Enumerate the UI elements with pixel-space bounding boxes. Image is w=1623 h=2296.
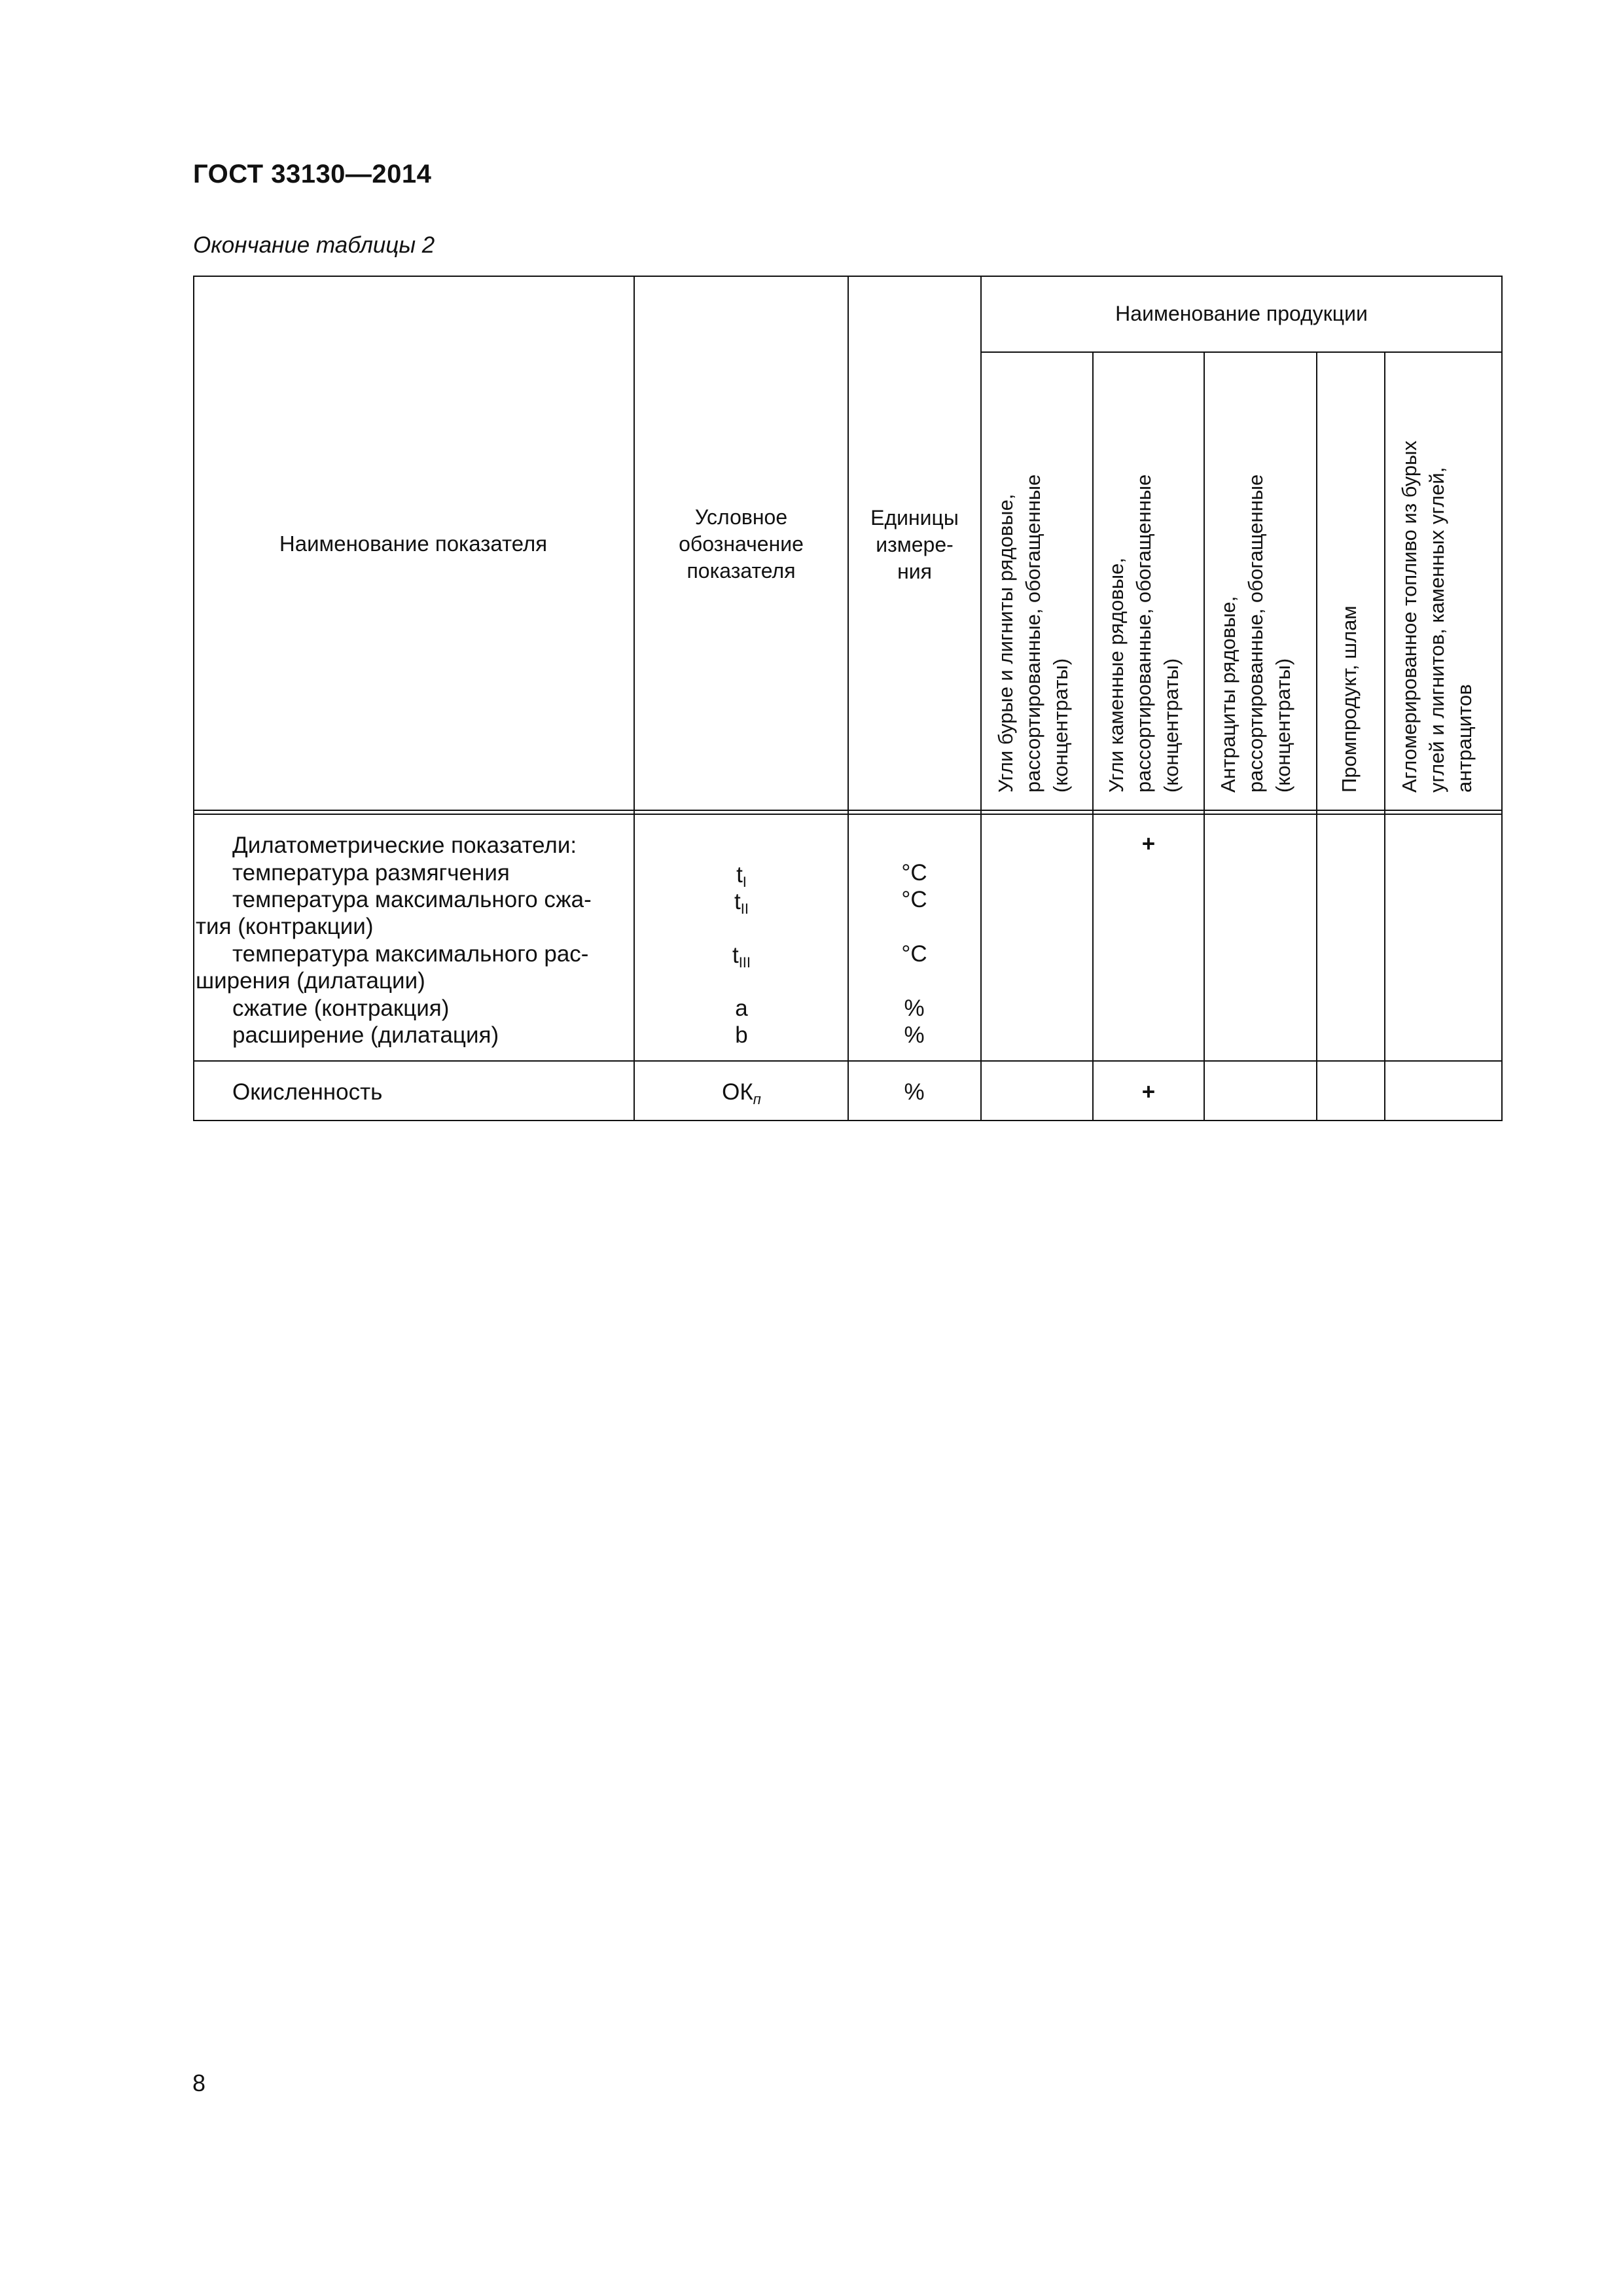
document-title: ГОСТ 33130—2014 <box>193 160 432 188</box>
product-header-hard-coal <box>1103 475 1185 793</box>
header-body-separator <box>193 810 1503 811</box>
product-header-line: Угли каменные рядовые, <box>1105 558 1128 793</box>
product-header-line: Антрациты рядовые, <box>1217 596 1240 793</box>
table-caption: Окончание таблицы 2 <box>193 232 435 258</box>
header-unit-line: Единицы <box>870 506 959 529</box>
indicator-line: тия (контракции) <box>196 914 374 939</box>
indicator-line: сжатие (контракция) <box>232 996 450 1021</box>
header-body-separator <box>193 814 1503 815</box>
unit-softening: °C <box>901 860 927 886</box>
product-header-agglomerated <box>1396 440 1478 793</box>
symbol-sub: I <box>742 874 747 890</box>
header-unit-line: измере- <box>876 533 954 556</box>
data-table <box>193 276 1503 1121</box>
symbol-base: t <box>734 889 741 914</box>
product-header-line: рассортированные, обогащенные <box>1022 474 1044 793</box>
product-header-line: Угли бурые и лигниты рядовые, <box>994 493 1017 793</box>
unit-max-dilatation: °C <box>901 941 927 967</box>
symbol-sub: п <box>753 1091 761 1107</box>
indicator-oxidation: Окисленность <box>232 1079 383 1105</box>
symbol-contraction: a <box>735 996 748 1021</box>
applicability-mark: + <box>1141 831 1156 857</box>
product-header-line: рассортированные, обогащенные <box>1244 474 1267 793</box>
symbol-base: ОК <box>722 1079 753 1105</box>
product-header-line: (концентраты) <box>1049 658 1072 793</box>
indicator-line: температура максимального рас- <box>232 941 589 967</box>
product-header-anthracite <box>1215 475 1297 793</box>
page-number: 8 <box>192 2070 206 2096</box>
indicator-line: ширения (дилатации) <box>196 968 425 994</box>
product-header-line: (концентраты) <box>1160 658 1183 793</box>
symbol-oxidation <box>634 1079 849 1113</box>
symbol-max-contraction <box>634 888 849 922</box>
product-header-brown-coal <box>992 475 1075 793</box>
row-separator <box>193 1060 1503 1062</box>
unit-max-contraction: °C <box>901 887 927 912</box>
product-header-middlings <box>1336 605 1363 793</box>
indicator-line: температура размягчения <box>232 860 510 886</box>
unit-dilatation: % <box>904 1022 925 1048</box>
col-separator <box>1092 353 1094 1121</box>
product-header-line: рассортированные, обогащенные <box>1132 474 1155 793</box>
header-unit <box>849 505 980 585</box>
table-border-right <box>1501 276 1503 1121</box>
applicability-mark: + <box>1141 1079 1156 1105</box>
symbol-max-dilatation <box>634 942 849 976</box>
symbol-base: t <box>732 942 739 968</box>
product-header-line: антрацитов <box>1453 684 1476 793</box>
col-separator <box>1384 353 1385 1121</box>
header-symbol-line: обозначение <box>679 532 804 556</box>
unit-oxidation: % <box>904 1079 925 1105</box>
header-products-title: Наименование продукции <box>1115 302 1368 325</box>
unit-contraction: % <box>904 996 925 1021</box>
header-symbol-line: показателя <box>687 559 796 583</box>
header-unit-line: ния <box>897 560 932 583</box>
table-border-left <box>193 276 194 1121</box>
header-symbol <box>635 504 847 584</box>
symbol-sub: II <box>740 901 749 917</box>
product-header-line: углей и лигнитов, каменных углей, <box>1425 467 1448 793</box>
indicator-line: температура максимального сжа- <box>232 887 592 912</box>
product-header-line: (концентраты) <box>1272 658 1294 793</box>
indicator-title: Дилатометрические показатели: <box>232 833 577 858</box>
symbol-base: t <box>736 862 743 888</box>
symbol-dilatation: b <box>735 1022 748 1048</box>
col-separator <box>1204 353 1205 1121</box>
product-header-line: Агломерированное топливо из бурых <box>1398 440 1421 793</box>
products-header-separator <box>980 351 1503 353</box>
header-indicator: Наименование показателя <box>279 531 548 556</box>
symbol-sub: III <box>738 954 751 971</box>
indicator-line: расширение (дилатация) <box>232 1022 499 1048</box>
col-separator <box>1316 353 1317 1121</box>
header-symbol-line: Условное <box>694 505 788 529</box>
product-header-line: Промпродукт, шлам <box>1338 605 1361 793</box>
